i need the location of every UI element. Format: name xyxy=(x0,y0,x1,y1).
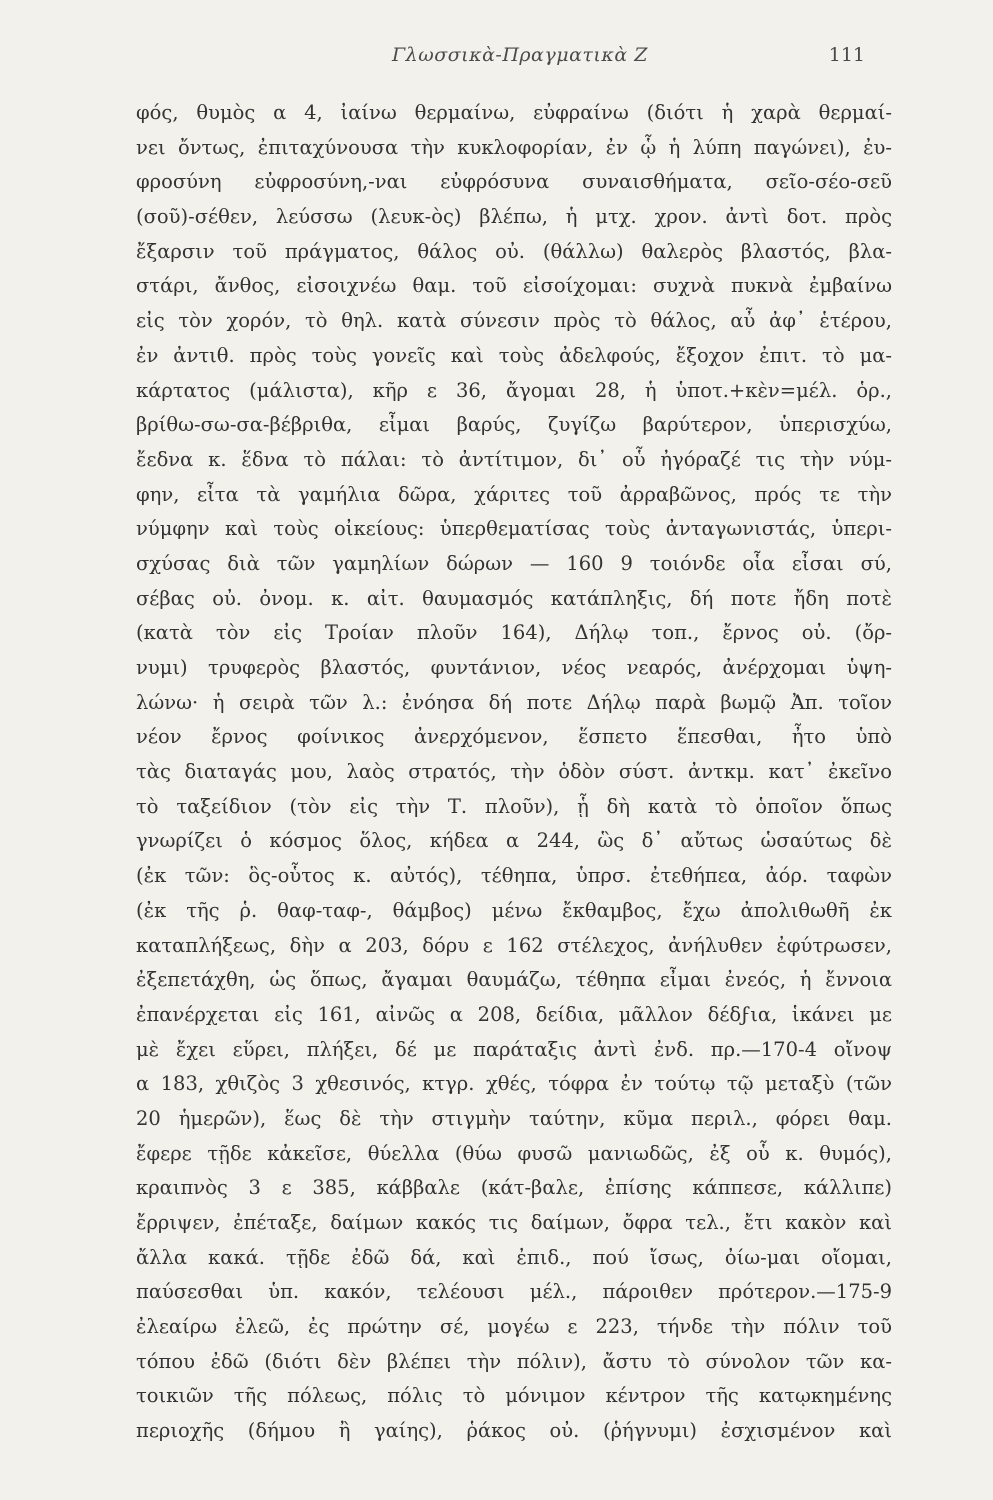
page-header xyxy=(130,44,865,74)
text-line: ἔεδνα κ. ἕδνα τὸ πάλαι: τὸ ἀντίτιμον, δι᾽ οὗ ἠγόραζέ τις τὴν νύμ- xyxy=(136,447,892,471)
text-line: γνωρίζει ὁ κόσμος ὅλος, κήδεα α 244, ὣς δ᾽ αὔτως ὡσαύτως δὲ xyxy=(136,829,892,853)
text-line: στάρι, ἄνθος, εἰσοιχνέω θαμ. τοῦ εἰσοίχομαι: συχνὰ πυκνὰ ἐμβαίνω xyxy=(136,274,892,298)
text-line: ἄλλα κακά. τῇδε ἐδῶ δά, καὶ ἐπιδ., πού ἴσως, ὀίω-μαι οἴομαι, xyxy=(136,1245,892,1269)
text-line: τὸ ταξείδιον (τὸν εἰς τὴν Τ. πλοῦν), ᾗ δὴ κατὰ τὸ ὁποῖον ὅπως xyxy=(136,794,892,818)
text-line: ἐξεπετάχθη, ὡς ὅπως, ἄγαμαι θαυμάζω, τέθηπα εἶμαι ἐνεός, ἡ ἔννοια xyxy=(136,968,892,992)
text-line: (ἐκ τῶν: ὃς-οὗτος κ. αὐτός), τέθηπα, ὑπρσ. ἐτεθήπεα, ἀόρ. ταφὼν xyxy=(136,864,892,888)
text-line: α 183, χθιζὸς 3 χθεσινός, κτγρ. χθές, τόφρα ἐν τούτῳ τῷ μεταξὺ (τῶν xyxy=(136,1072,892,1096)
text-line: (κατὰ τὸν εἰς Τροίαν πλοῦν 164), Δήλῳ τοπ., ἔρνος οὐ. (ὄρ- xyxy=(136,621,892,645)
text-line: (σοῦ)-σέθεν, λεύσσω (λευκ-ὸς) βλέπω, ἡ μτχ. χρον. ἀντὶ δοτ. πρὸς xyxy=(136,205,892,229)
text-line: νύμφην καὶ τοὺς οἰκείους: ὑπερθεματίσας τοὺς ἀνταγωνιστάς, ὑπερι- xyxy=(136,517,892,541)
page-number: 111 xyxy=(828,44,865,66)
text-line: νέον ἔρνος φοίνικος ἀνερχόμενον, ἕσπετο ἕπεσθαι, ἦτο ὑπὸ xyxy=(136,725,892,749)
text-line: κραιπνὸς 3 ε 385, κάββαλε (κάτ-βαλε, ἐπίσης κάππεσε, κάλλιπε) xyxy=(136,1176,892,1200)
text-line: ἔρριψεν, ἐπέταξε, δαίμων κακός τις δαίμων, ὄφρα τελ., ἔτι κακὸν καὶ xyxy=(136,1211,892,1234)
text-line: καταπλήξεως, δὴν α 203, δόρυ ε 162 στέλεχος, ἀνήλυθεν ἐφύτρωσεν, xyxy=(136,933,892,957)
running-title: Γλωσσικὰ-Πραγματικὰ Ζ xyxy=(392,44,648,66)
text-line: λώνω· ἡ σειρὰ τῶν λ.: ἐνόησα δή ποτε Δήλῳ παρὰ βωμῷ Ἀπ. τοῖον xyxy=(136,690,892,714)
text-line: νυμι) τρυφερὸς βλαστός, φυντάνιον, νέος νεαρός, ἀνέρχομαι ὑψη- xyxy=(136,656,892,679)
body-text xyxy=(136,96,892,1449)
text-line: φός, θυμὸς α 4, ἰαίνω θερμαίνω, εὐφραίνω (διότι ἡ χαρὰ θερμαί- xyxy=(136,101,892,124)
text-line: ἐν ἀντιθ. πρὸς τοὺς γονεῖς καὶ τοὺς ἀδελφούς, ἔξοχον ἐπιτ. τὸ μα- xyxy=(136,343,892,367)
text-line: φροσύνη εὐφροσύνη,-ναι εὐφρόσυνα συναισθήματα, σεῖο-σέο-σεῦ xyxy=(136,170,892,194)
text-line: ἔφερε τῇδε κἀκεῖσε, θύελλα (θύω φυσῶ μανιωδῶς, ἐξ οὗ κ. θυμός), xyxy=(136,1141,892,1165)
text-line: περιοχῆς (δήμου ἢ γαίης), ῥάκος οὐ. (ῥήγνυμι) ἐσχισμένον καὶ xyxy=(136,1419,892,1443)
text-line: σχύσας διὰ τῶν γαμηλίων δώρων — 160 9 τοιόνδε οἷα εἶσαι σύ, xyxy=(136,551,892,575)
text-line: παύσεσθαι ὑπ. κακόν, τελέουσι μέλ., πάροιθεν πρότερον.—175-9 xyxy=(136,1280,892,1304)
text-line: μὲ ἔχει εὕρει, πλήξει, δέ με παράταξις ἀντὶ ἐνδ. πρ.—170-4 οἴνοψ xyxy=(136,1037,892,1061)
text-line: (ἐκ τῆς ῥ. θαφ-ταφ-, θάμβος) μένω ἔκθαμβος, ἔχω ἀπολιθωθῆ ἐκ xyxy=(136,898,892,922)
text-line: τόπου ἐδῶ (διότι δὲν βλέπει τὴν πόλιν), ἄστυ τὸ σύνολον τῶν κα- xyxy=(136,1349,892,1373)
text-line: βρίθω-σω-σα-βέβριθα, εἶμαι βαρύς, ζυγίζω βαρύτερον, ὑπερισχύω, xyxy=(136,413,892,437)
text-line: κάρτατος (μάλιστα), κῆρ ε 36, ἄγομαι 28, ἡ ὑποτ.+κὲν=μέλ. ὁρ., xyxy=(136,378,892,402)
text-line: 20 ἡμερῶν), ἕως δὲ τὴν στιγμὴν ταύτην, κῦμα περιλ., φόρει θαμ. xyxy=(136,1106,892,1130)
text-line: τοικιῶν τῆς πόλεως, πόλις τὸ μόνιμον κέντρον τῆς κατῳκημένης xyxy=(136,1384,892,1408)
text-line: σέβας οὐ. ὀνομ. κ. αἰτ. θαυμασμός κατάπληξις, δή ποτε ἤδη ποτὲ xyxy=(136,586,892,610)
text-line: νει ὄντως, ἐπιταχύνουσα τὴν κυκλοφορίαν, ἐν ᾧ ἡ λύπη παγώνει), ἐυ- xyxy=(136,135,892,159)
text-line: ἔξαρσιν τοῦ πράγματος, θάλος οὐ. (θάλλω) θαλερὸς βλαστός, βλα- xyxy=(136,239,892,263)
text-line: ἐλεαίρω ἐλεῶ, ἐς πρώτην σέ, μογέω ε 223, τήνδε τὴν πόλιν τοῦ xyxy=(136,1315,892,1339)
text-line: εἰς τὸν χορόν, τὸ θηλ. κατὰ σύνεσιν πρὸς τὸ θάλος, αὖ ἀφ᾽ ἑτέρου, xyxy=(136,309,892,333)
text-line: φην, εἶτα τὰ γαμήλια δῶρα, χάριτες τοῦ ἀρραβῶνος, πρός τε τὴν xyxy=(136,482,892,506)
text-line: ἐπανέρχεται εἰς 161, αἰνῶς α 208, δείδια, μᾶλλον δέδϝια, ἱκάνει με xyxy=(136,1002,892,1026)
text-line: τὰς διαταγάς μου, λαὸς στρατός, τὴν ὁδὸν σύστ. ἀντκμ. κατ᾽ ἐκεῖνο xyxy=(136,760,892,784)
